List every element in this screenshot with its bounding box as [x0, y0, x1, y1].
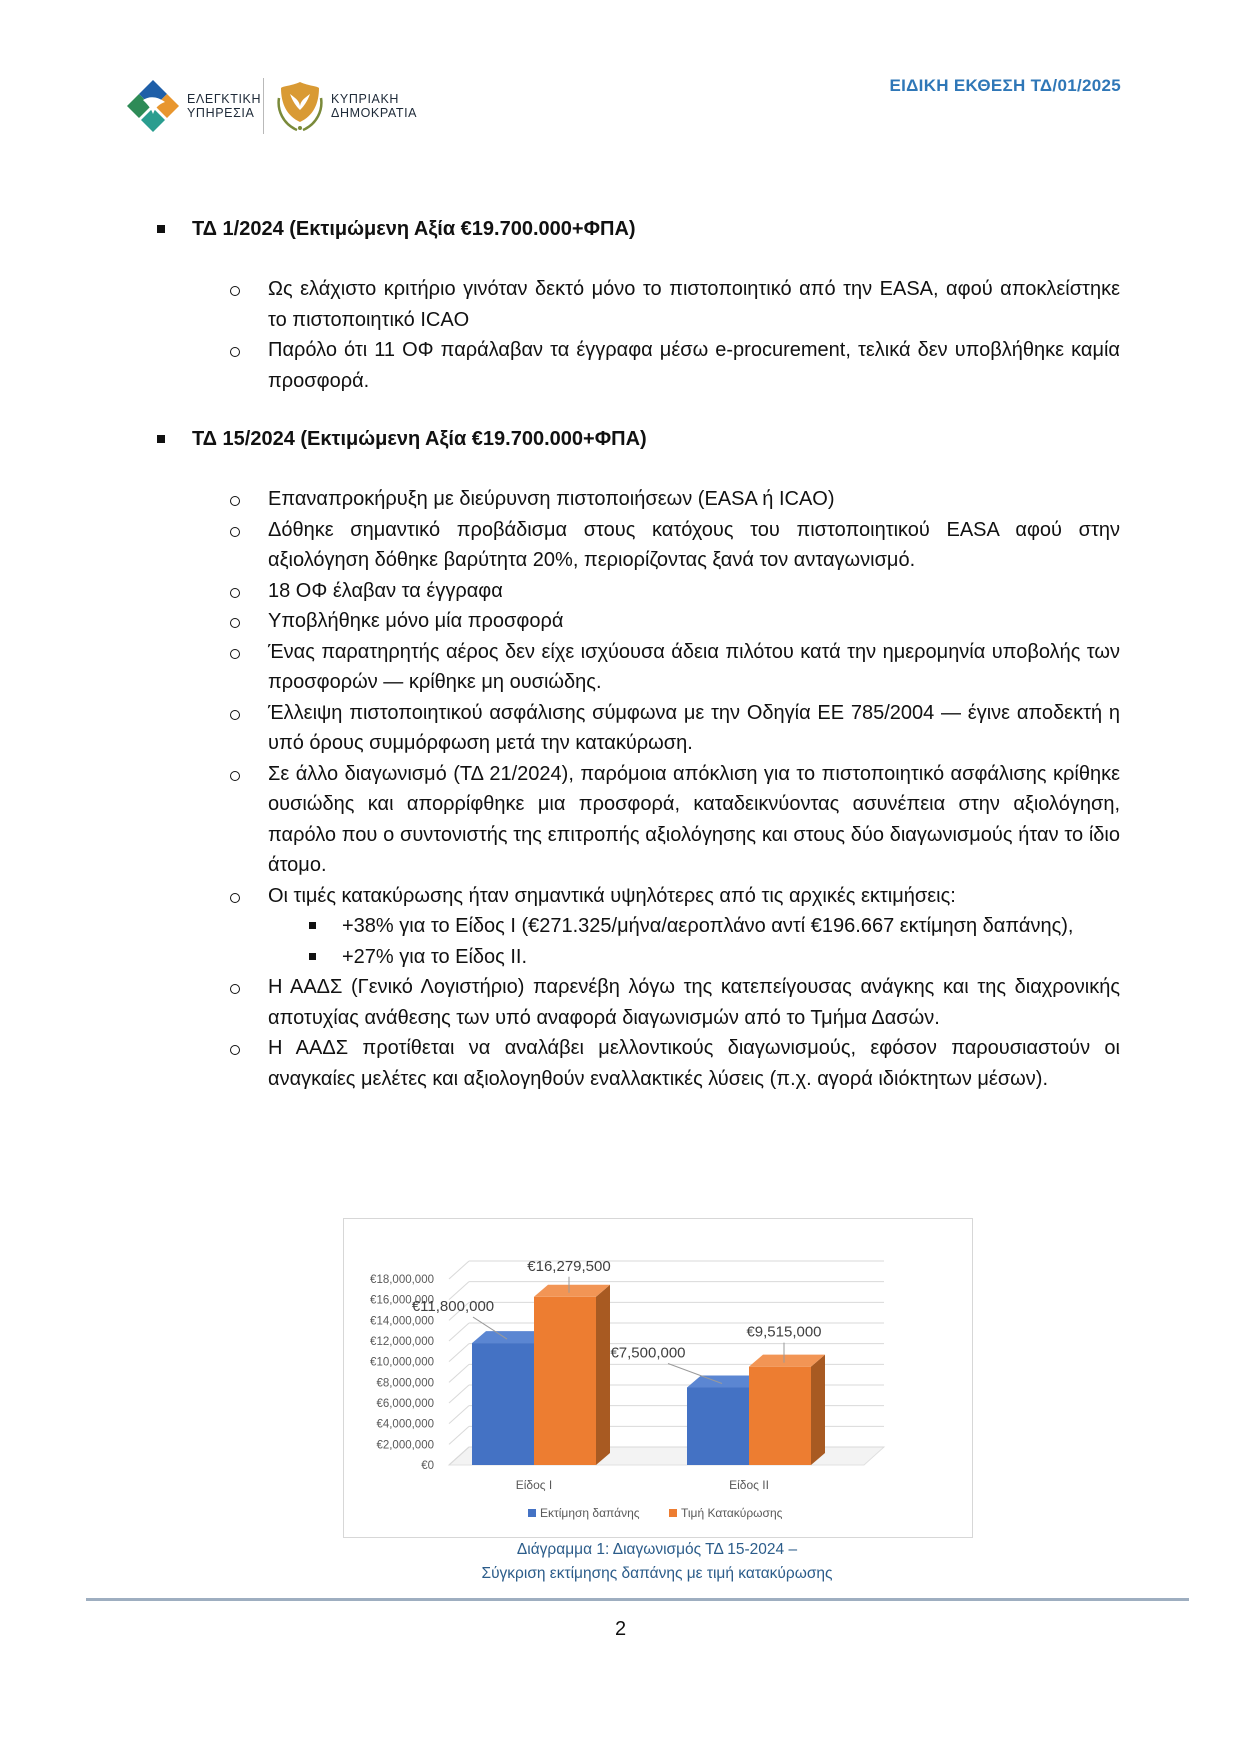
circle-bullet-icon	[230, 649, 240, 659]
y-tick-label: €6,000,000	[376, 1398, 434, 1410]
y-tick-label: €8,000,000	[376, 1377, 434, 1390]
list-item: Δόθηκε σημαντικό προβάδισμα στους κατόχους του πιστοποιητικού EASA αφού στην αξιολόγηση δόθηκε βαρύτητα 20%, περιορίζοντας ξανά τον ανταγωνισμό.	[152, 515, 1120, 576]
logo-divider	[263, 78, 264, 134]
data-label: €11,800,000	[411, 1298, 495, 1316]
footer-divider	[86, 1598, 1189, 1601]
circle-bullet-icon	[230, 347, 240, 357]
gridline-depth	[449, 1282, 469, 1300]
gridline-depth	[449, 1344, 469, 1362]
gridline-depth	[449, 1426, 469, 1444]
data-label-leader	[668, 1364, 722, 1384]
data-label: €9,515,000	[746, 1323, 822, 1341]
legend-label: Εκτίμηση δαπάνης	[540, 1506, 640, 1520]
list-item: 18 ΟΦ έλαβαν τα έγγραφα	[152, 576, 1120, 607]
circle-bullet-icon	[230, 588, 240, 598]
bar	[534, 1297, 596, 1465]
bar-side	[811, 1355, 825, 1465]
bar	[472, 1343, 534, 1465]
list-item: Η ΑΑΔΣ προτίθεται να αναλάβει μελλοντικούς διαγωνισμούς, εφόσον παρουσιαστούν οι αναγκαίες μελέτες και αξιολογηθούν εναλλακτικές λύσεις (π.χ. αγορά ιδιόκτητων μέσων).	[152, 1033, 1120, 1094]
page-number: 2	[614, 1618, 627, 1640]
gridline-depth	[449, 1364, 469, 1382]
legend-swatch	[528, 1509, 536, 1517]
list-item: Ως ελάχιστο κριτήριο γινόταν δεκτό μόνο το πιστοποιητικό από την EASA, αφού αποκλείστηκε το πιστοποιητικό ICAO	[152, 274, 1120, 335]
list-item: Ένας παρατηρητής αέρος δεν είχε ισχύουσα άδεια πιλότου κατά την ημερομηνία υποβολής των προσφορών — κρίθηκε μη ουσιώδης.	[152, 637, 1120, 698]
gridline-depth	[449, 1385, 469, 1403]
circle-bullet-icon	[230, 618, 240, 628]
gridline-depth	[449, 1406, 469, 1424]
bar	[749, 1367, 811, 1465]
circle-bullet-icon	[230, 771, 240, 781]
list-item: Η ΑΑΔΣ (Γενικό Λογιστήριο) παρενέβη λόγω της κατεπείγουσας ανάγκης και της διαχρονικής αποτυχίας ανάθεσης των υπό αναφορά διαγωνισμών από το Τμήμα Δασών.	[152, 972, 1120, 1033]
square-bullet-icon	[309, 922, 316, 929]
circle-bullet-icon	[230, 1045, 240, 1055]
caption-line: Σύγκριση εκτίμησης δαπάνης με τιμή κατακύρωσης	[481, 1565, 833, 1582]
gridline-depth	[449, 1261, 469, 1279]
y-tick-label: €10,000,000	[370, 1356, 434, 1369]
section-heading: ΤΔ 15/2024 (Εκτιμώμενη Αξία €19.700.000+ΦΠΑ)	[152, 424, 1120, 454]
data-label: €16,279,500	[527, 1257, 611, 1275]
y-tick-label: €16,000,000	[370, 1294, 434, 1307]
cyprus-crest-icon	[273, 78, 327, 134]
y-tick-label: €4,000,000	[376, 1418, 434, 1431]
square-bullet-icon	[309, 953, 316, 960]
chart-container	[343, 1218, 973, 1538]
circle-bullet-icon	[230, 286, 240, 296]
bar-chart	[344, 1219, 972, 1537]
chart-caption	[343, 1538, 971, 1586]
y-tick-label: €0	[421, 1460, 434, 1472]
circle-bullet-icon	[230, 496, 240, 506]
audit-office-logo-icon	[125, 78, 181, 134]
legend-label: Τιμή Κατακύρωσης	[681, 1506, 783, 1520]
bar-side	[596, 1285, 610, 1465]
caption-line: Διάγραμμα 1: Διαγωνισμός ΤΔ 15-2024 –	[516, 1541, 798, 1558]
circle-bullet-icon	[230, 984, 240, 994]
gridline-depth	[449, 1323, 469, 1341]
data-label: €7,500,000	[610, 1344, 686, 1362]
list-item: Παρόλο ότι 11 ΟΦ παράλαβαν τα έγγραφα μέσω e-procurement, τελικά δεν υποβλήθηκε καμία προσφορά.	[152, 335, 1120, 396]
y-tick-label: €18,000,000	[370, 1274, 434, 1286]
audit-office-name: ΕΛΕΓΚΤΙΚΗ ΥΠΗΡΕΣΙΑ	[187, 92, 262, 120]
sub-list-item: +27% για το Είδος ΙΙ.	[152, 942, 1120, 973]
list-item: Υποβλήθηκε μόνο μία προσφορά	[152, 606, 1120, 637]
y-tick-label: €2,000,000	[376, 1439, 434, 1452]
list-item: Έλλειψη πιστοποιητικού ασφάλισης σύμφωνα με την Οδηγία ΕΕ 785/2004 — έγινε αποδεκτή η υπό όρους συμμόρφωση μετά την κατακύρωση.	[152, 698, 1120, 759]
sub-list-item: +38% για το Είδος Ι (€271.325/μήνα/αεροπλάνο αντί €196.667 εκτίμηση δαπάνης),	[152, 911, 1120, 942]
document-body	[152, 214, 1120, 1094]
republic-name: ΚΥΠΡΙΑΚΗ ΔΗΜΟΚΡΑΤΙΑ	[331, 92, 418, 120]
report-id: ΕΙΔΙΚΗ ΕΚΘΕΣΗ ΤΔ/01/2025	[889, 76, 1121, 95]
header-logos	[125, 78, 425, 138]
legend-swatch	[669, 1509, 677, 1517]
list-item: Οι τιμές κατακύρωσης ήταν σημαντικά υψηλότερες από τις αρχικές εκτιμήσεις:	[152, 881, 1120, 912]
circle-bullet-icon	[230, 710, 240, 720]
x-category-label: Είδος ΙΙ	[729, 1478, 769, 1492]
y-tick-label: €14,000,000	[370, 1315, 434, 1328]
square-bullet-icon	[157, 435, 165, 443]
circle-bullet-icon	[230, 893, 240, 903]
square-bullet-icon	[157, 225, 165, 233]
list-item: Σε άλλο διαγωνισμό (ΤΔ 21/2024), παρόμοια απόκλιση για το πιστοποιητικό ασφάλισης κρίθηκε ουσιώδης και απορρίφθηκε μια προσφορά, καταδεικνύοντας ασυνέπεια στην αξιολόγηση, παρόλο που ο συντονιστής της επιτροπής αξιολόγησης και στους δύο διαγωνισμούς ήταν το ίδιο άτομο.	[152, 759, 1120, 881]
y-tick-label: €12,000,000	[370, 1336, 434, 1348]
bar	[687, 1388, 749, 1466]
circle-bullet-icon	[230, 527, 240, 537]
section-heading: ΤΔ 1/2024 (Εκτιμώμενη Αξία €19.700.000+ΦΠΑ)	[152, 214, 1120, 244]
x-category-label: Είδος Ι	[515, 1478, 553, 1492]
list-item: Επαναπροκήρυξη με διεύρυνση πιστοποιήσεων (EASA ή ICAO)	[152, 484, 1120, 515]
